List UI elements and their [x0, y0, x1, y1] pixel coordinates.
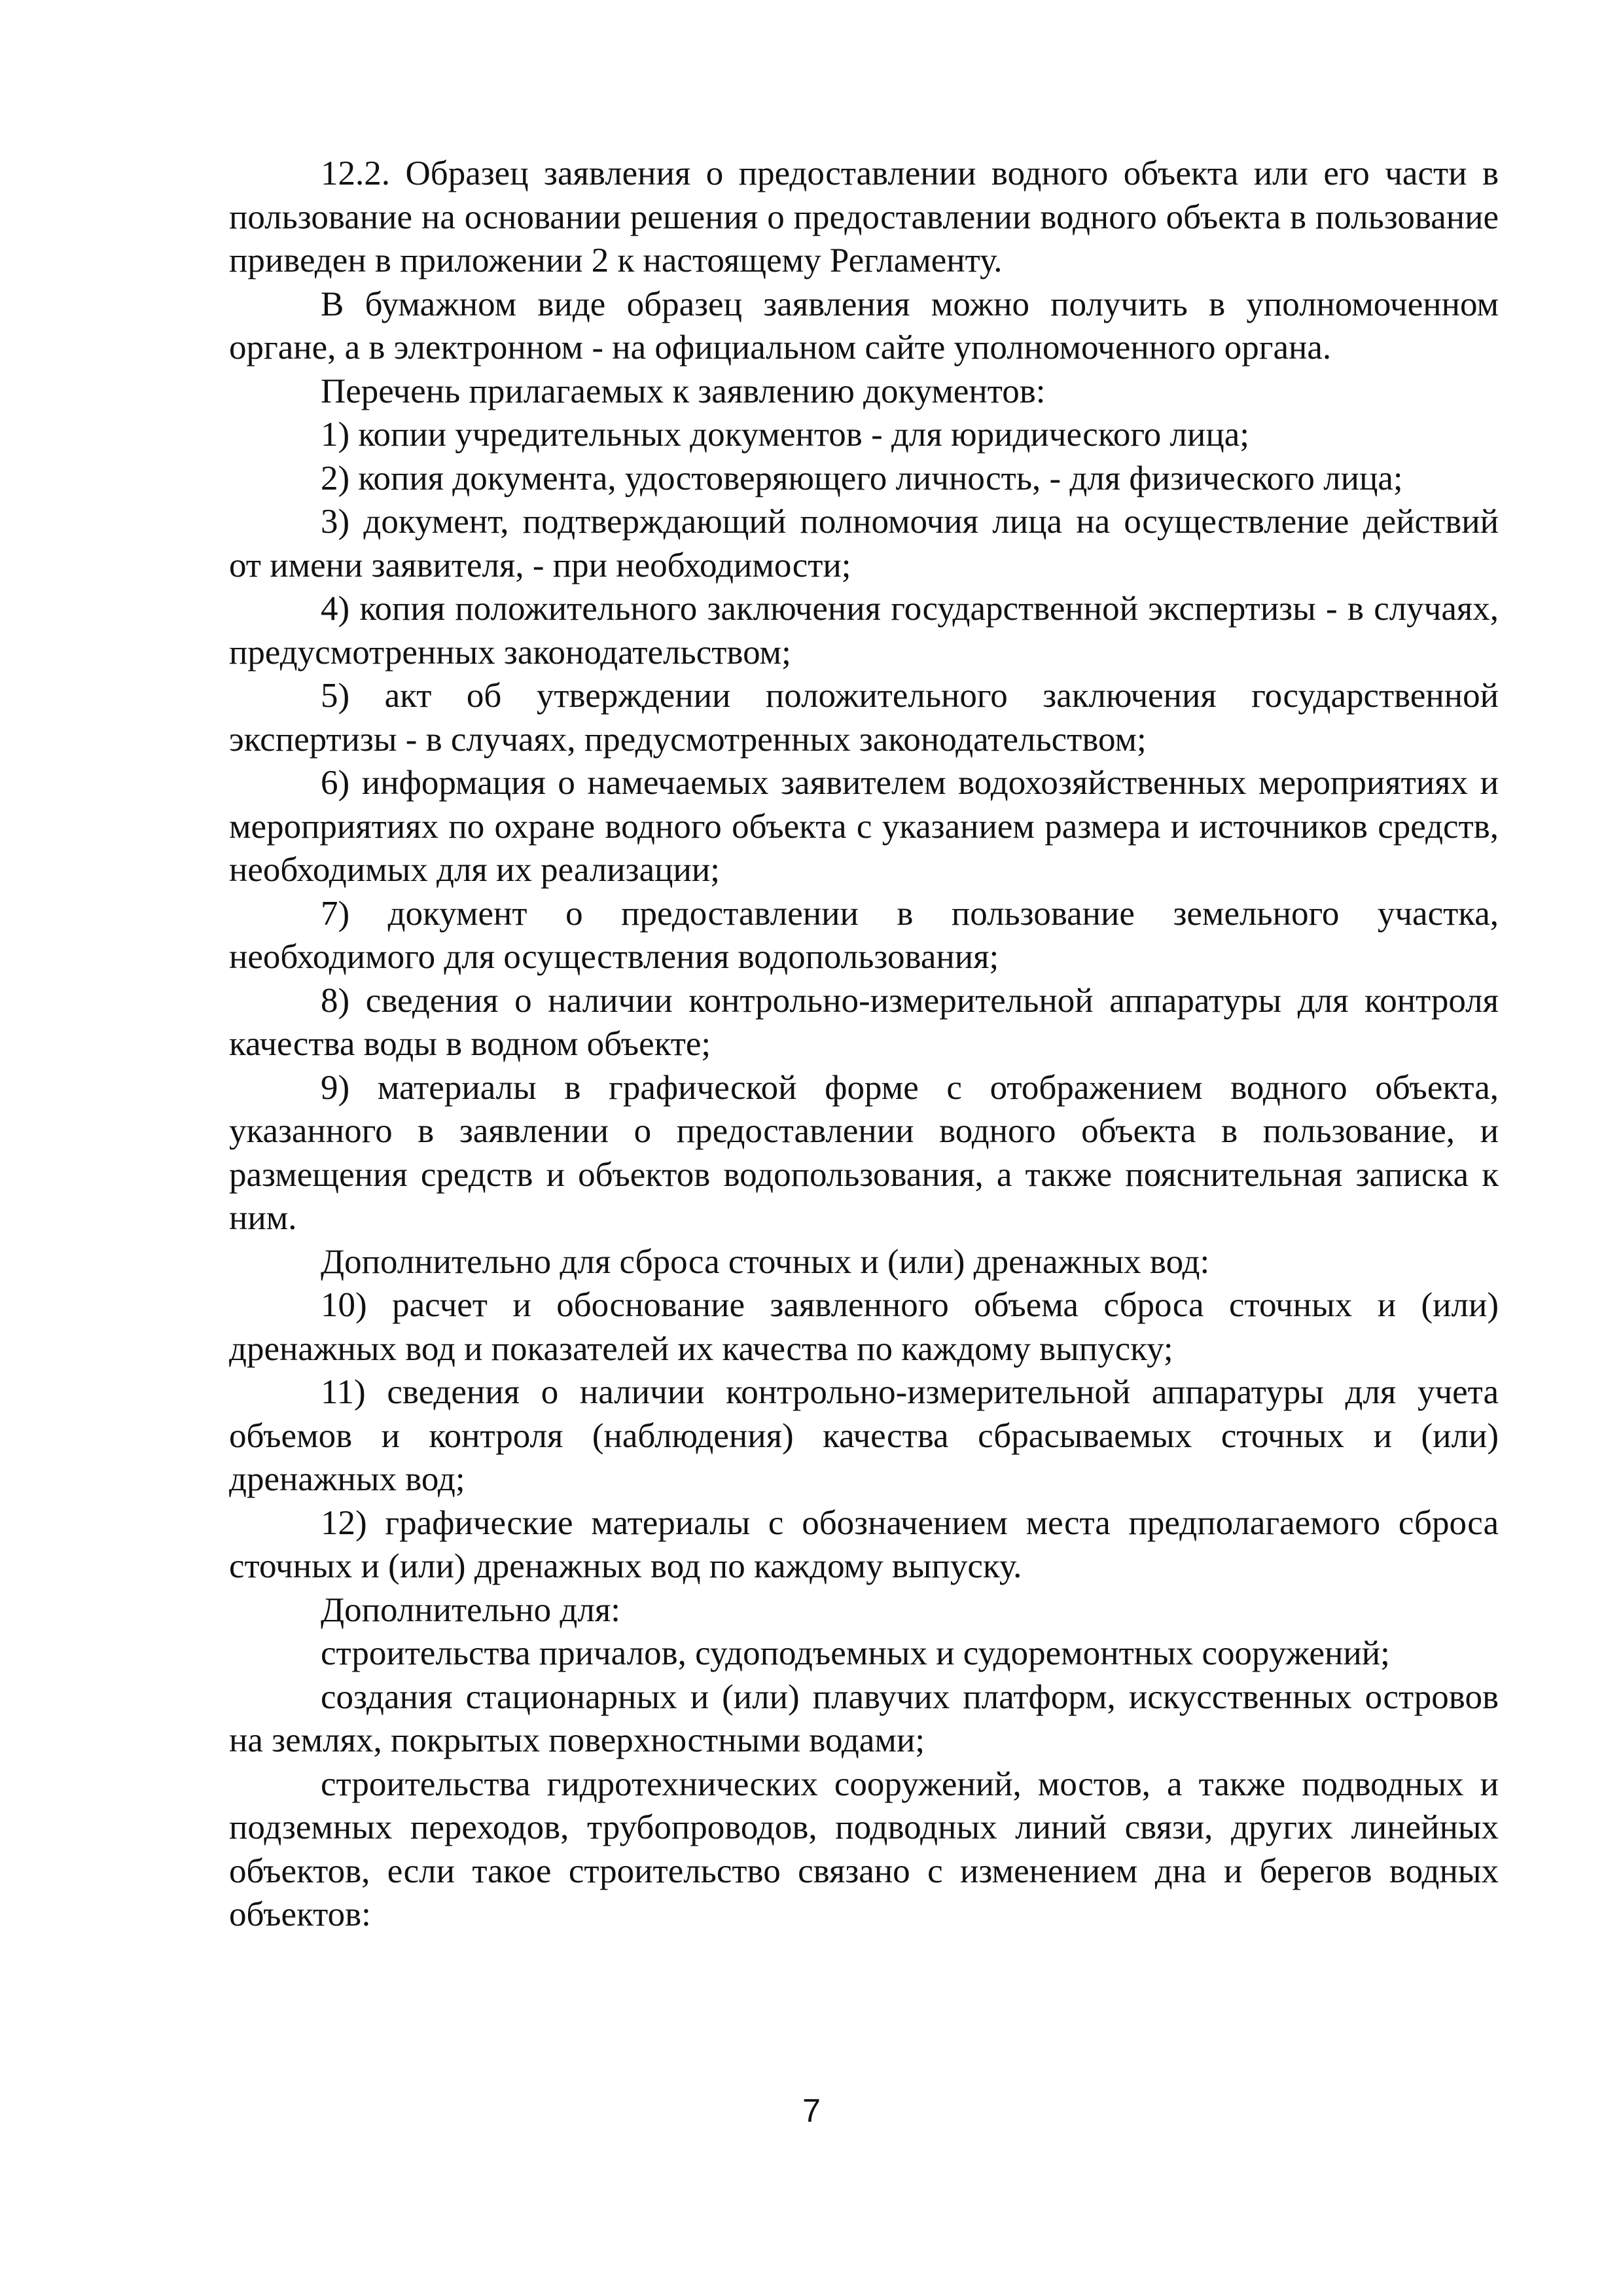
paragraph-sample-availability: В бумажном виде образец заявления можно получить в уполномоченном органе, а в электронном - на официальном сайте уполномоченного органа.: [229, 285, 1499, 367]
list-item-3: 3) документ, подтверждающий полномочия лица на осуществление действий от имени заявителя, - при необходимости;: [229, 503, 1499, 584]
paragraph-documents-list-heading: Перечень прилагаемых к заявлению документов:: [321, 372, 1046, 410]
list-item-7: 7) документ о предоставлении в пользование земельного участка, необходимого для осуществления водопользования;: [229, 894, 1499, 976]
page-number: 7: [802, 2092, 821, 2129]
paragraph-platforms-creation: создания стационарных и (или) плавучих платформ, искусственных островов на землях, покрытых поверхностными водами;: [229, 1677, 1499, 1759]
paragraph-12-2: 12.2. Образец заявления о предоставлении водного объекта или его части в пользование на основании решения о предоставлении водного объекта в пользование приведен в приложении 2 к настоящему Регламенту.: [229, 154, 1499, 279]
paragraph-piers-construction: строительства причалов, судоподъемных и судоремонтных сооружений;: [321, 1634, 1390, 1672]
list-item-4: 4) копия положительного заключения государственной экспертизы - в случаях, предусмотренных законодательством;: [229, 590, 1499, 672]
list-item-10: 10) расчет и обоснование заявленного объема сброса сточных и (или) дренажных вод и показателей их качества по каждому выпуску;: [229, 1286, 1499, 1368]
list-item-9: 9) материалы в графической форме с отображением водного объекта, указанного в заявлении о предоставлении водного объекта в пользование, и размещения средств и объектов водопользования, а также пояснительная записка к ним.: [229, 1068, 1499, 1237]
document-body: [229, 152, 1499, 1937]
list-item-8: 8) сведения о наличии контрольно-измерительной аппаратуры для контроля качества воды в водном объекте;: [229, 981, 1499, 1063]
paragraph-hydraulic-construction: строительства гидротехнических сооружений, мостов, а также подводных и подземных переходов, трубопроводов, подводных линий связи, других линейных объектов, если такое строительство связано с изменением дна и берегов водных объектов:: [229, 1765, 1499, 1933]
list-item-11: 11) сведения о наличии контрольно-измерительной аппаратуры для учета объемов и контроля (наблюдения) качества сбрасываемых сточных и (или) дренажных вод;: [229, 1373, 1499, 1498]
list-item-5: 5) акт об утверждении положительного заключения государственной экспертизы - в случаях, предусмотренных законодательством;: [229, 677, 1499, 759]
list-item-6: 6) информация о намечаемых заявителем водохозяйственных мероприятиях и мероприятиях по охране водного объекта с указанием размера и источников средств, необходимых для их реализации;: [229, 764, 1499, 889]
list-item-12: 12) графические материалы с обозначением места предполагаемого сброса сточных и (или) дренажных вод по каждому выпуску.: [229, 1503, 1499, 1585]
list-item-2: 2) копия документа, удостоверяющего личность, - для физического лица;: [321, 459, 1403, 497]
paragraph-wastewater-heading: Дополнительно для сброса сточных и (или) дренажных вод:: [321, 1242, 1210, 1281]
paragraph-additional-heading: Дополнительно для:: [321, 1590, 620, 1629]
list-item-1: 1) копии учредительных документов - для юридического лица;: [321, 416, 1249, 454]
